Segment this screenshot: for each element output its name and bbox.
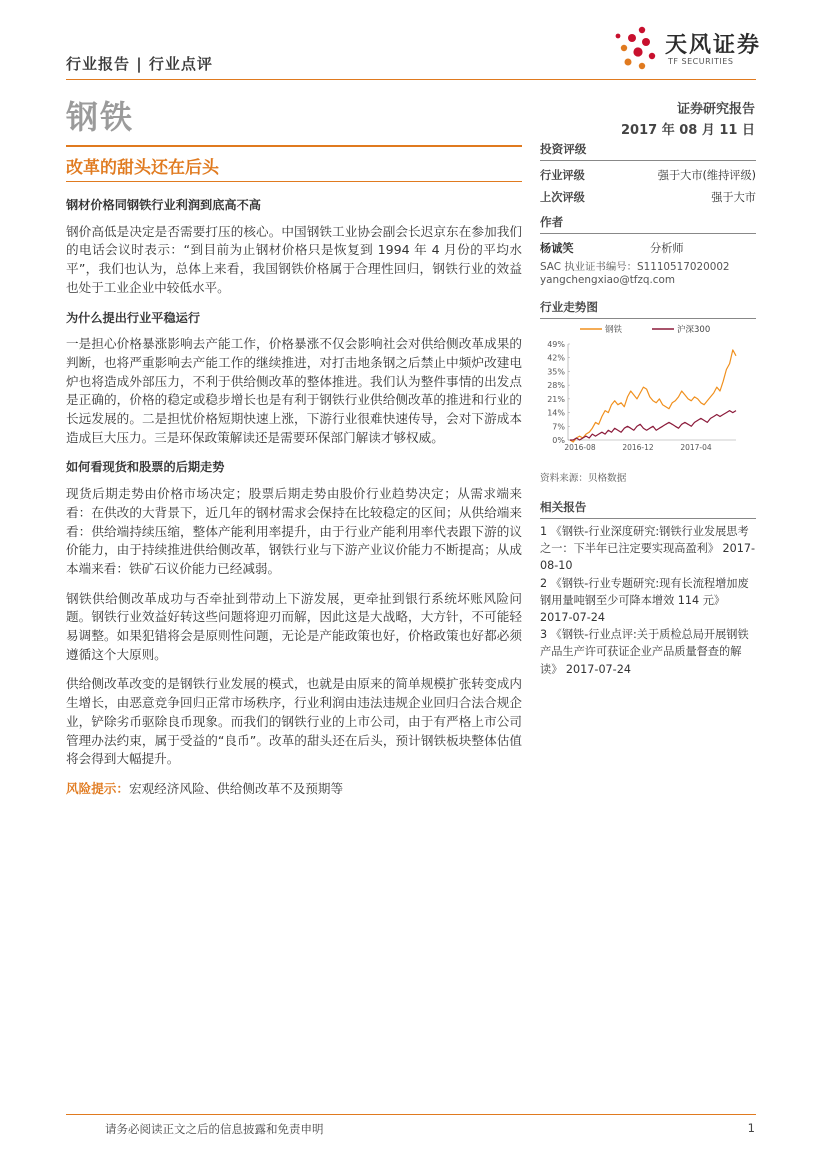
risk-label: 风险提示： bbox=[66, 780, 129, 796]
y-tick-label: 35% bbox=[547, 367, 565, 377]
related-report-2[interactable]: 2 《钢铁-行业专题研究:现有长流程增加废钢用量吨钢至少可降本增效 114 元》 2017-07-24 bbox=[540, 576, 749, 625]
chart-heading-block bbox=[540, 299, 756, 319]
footer-disclaimer: 请务必阅读正文之后的信息披露和免责申明 bbox=[105, 1122, 324, 1136]
steel-series-line bbox=[570, 350, 736, 442]
x-tick-label: 2017-04 bbox=[680, 443, 712, 452]
author-title: 分析师 bbox=[650, 242, 684, 255]
author-email[interactable]: yangchengxiao@tfzq.com bbox=[540, 274, 675, 286]
related-block bbox=[540, 499, 756, 678]
related-divider bbox=[540, 518, 756, 519]
related-report-3[interactable]: 3 《钢铁-行业点评:关于质检总局开展钢铁产品生产许可获证企业产品质量督查的解读》 2017-07-24 bbox=[540, 628, 749, 676]
industry-rating-label: 行业评级 bbox=[540, 169, 585, 182]
related-report-1[interactable]: 1 《钢铁-行业深度研究:钢铁行业发展思考之一：下半年已注定要实现高盈利》 2017-08-10 bbox=[540, 525, 756, 573]
headline-rule-top bbox=[66, 145, 522, 147]
x-tick-label: 2016-08 bbox=[564, 443, 596, 452]
report-date: 2017 年 08 月 11 日 bbox=[621, 123, 755, 138]
logo-text: 天风证券 bbox=[665, 33, 762, 58]
report-type: 证券研究报告 bbox=[676, 102, 755, 117]
legend-label: 钢铁 bbox=[605, 325, 623, 335]
prev-rating-value: 强于大市 bbox=[711, 191, 756, 204]
author-divider bbox=[540, 233, 756, 234]
rating-divider bbox=[540, 160, 756, 161]
y-tick-label: 42% bbox=[547, 353, 565, 363]
section-heading-2: 为什么提出行业平稳运行 bbox=[66, 310, 201, 325]
chart-heading: 行业走势图 bbox=[540, 300, 598, 314]
y-tick-label: 28% bbox=[547, 381, 565, 391]
risk-warning bbox=[66, 780, 522, 799]
section-heading-1: 钢材价格同钢铁行业利润到底高不高 bbox=[66, 198, 261, 212]
report-category: 行业报告 | 行业点评 bbox=[66, 55, 213, 73]
legend-label: 沪深300 bbox=[677, 325, 711, 335]
header-divider bbox=[66, 79, 756, 80]
section-1-paragraph-1: 钢价高低是决定是否需要打压的核心。中国钢铁工业协会副会长迟京东在参加我们的电话会议时表示：“到目前为止钢材价格只是恢复到 1994 年 4 月份的平均水平”，我们也认为，总体上来看，我国钢铁价格属于合理性回归，钢铁行业的效益也处于工业企业中较低水平。 bbox=[66, 223, 522, 295]
prev-rating-label: 上次评级 bbox=[540, 191, 585, 204]
author-block bbox=[540, 214, 756, 286]
rating-block bbox=[540, 141, 756, 205]
footer-divider bbox=[66, 1114, 756, 1115]
chart-source: 资料来源：贝格数据 bbox=[540, 473, 627, 484]
section-3-paragraph-2: 钢铁供给侧改革成功与否牵扯到带动上下游发展，更牵扯到银行系统坏账风险问题。钢铁行业效益好转这些问题将迎刃而解，因此这是大战略，大方针，不可能轻易调整。如果犯错将会是原则性问题，无论是产能政策也好，价格政策也好都必须遵循这个大原则。 bbox=[66, 590, 522, 662]
y-tick-label: 49% bbox=[547, 340, 565, 349]
industry-trend-chart bbox=[540, 318, 756, 468]
author-cert: SAC 执业证书编号：S1110517020002 bbox=[540, 261, 730, 273]
page-number: 1 bbox=[747, 1121, 755, 1135]
section-2-paragraph-1: 一是担心价格暴涨影响去产能工作，价格暴涨不仅会影响社会对供给侧改革成果的判断，也将严重影响去产能工作的继续推进，对打击地条钢之后禁止中频炉改建电炉也将造成外部压力，不利于供给侧改革的整体推进。我们认为整件事情的出发点是正确的，价格的稳定或稳步增长也是有利于钢铁行业供给侧改革的推进和行业的长远发展的。二是担忧价格短期快速上涨，下游行业很难快速传导，会对下游成本造成巨大压力。三是环保政策解读还是需要环保部门解读才够权威。 bbox=[66, 336, 522, 445]
logo-english: TF SECURITIES bbox=[668, 57, 734, 66]
csi300-series-line bbox=[570, 411, 736, 440]
y-tick-label: 14% bbox=[547, 408, 565, 418]
section-heading-3: 如何看现货和股票的后期走势 bbox=[66, 460, 225, 475]
rating-heading: 投资评级 bbox=[540, 142, 587, 156]
author-name: 杨诚笑 bbox=[540, 242, 574, 255]
section-3-paragraph-3: 供给侧改革改变的是钢铁行业发展的模式，也就是由原来的简单规模扩张转变成内生增长，由恶意竞争回归正常市场秩序，行业利润由违法违规企业回归合法合规企业，铲除劣币驱除良币现象。而我们的钢铁行业的上市公司，由于有严格上市公司管理办法约束，属于受益的“良币”。改革的甜头还在后头，预计钢铁板块整体估值将会得到大幅提升。 bbox=[66, 676, 522, 767]
related-heading: 相关报告 bbox=[540, 500, 587, 514]
y-tick-label: 7% bbox=[552, 422, 565, 432]
industry-rating-value: 强于大市(维持评级) bbox=[657, 169, 756, 182]
headline: 改革的甜头还在后头 bbox=[66, 158, 219, 178]
risk-text: 宏观经济风险、供给侧改革不及预期等 bbox=[128, 780, 344, 796]
industry-title: 钢铁 bbox=[66, 98, 135, 136]
x-tick-label: 2016-12 bbox=[622, 443, 654, 452]
headline-rule-bottom bbox=[66, 181, 522, 182]
section-3-paragraph-1: 现货后期走势由价格市场决定；股票后期走势由股价行业趋势决定；从需求端来看：在供改的大背景下，近几年的钢材需求会保持在比较稳定的区间；从供给端来看：供给端持续压缩，整体产能利用率提升，由于行业产能利用率代表跟下游的议价能力，由于持续推进供给侧改革，钢铁行业与下游产业议价能力不断提高；从成本端来看：铁矿石议价能力已经减弱。 bbox=[66, 486, 522, 576]
y-tick-label: 0% bbox=[552, 436, 565, 445]
author-heading: 作者 bbox=[540, 215, 564, 229]
y-tick-label: 21% bbox=[547, 394, 565, 404]
main-content bbox=[66, 196, 522, 810]
